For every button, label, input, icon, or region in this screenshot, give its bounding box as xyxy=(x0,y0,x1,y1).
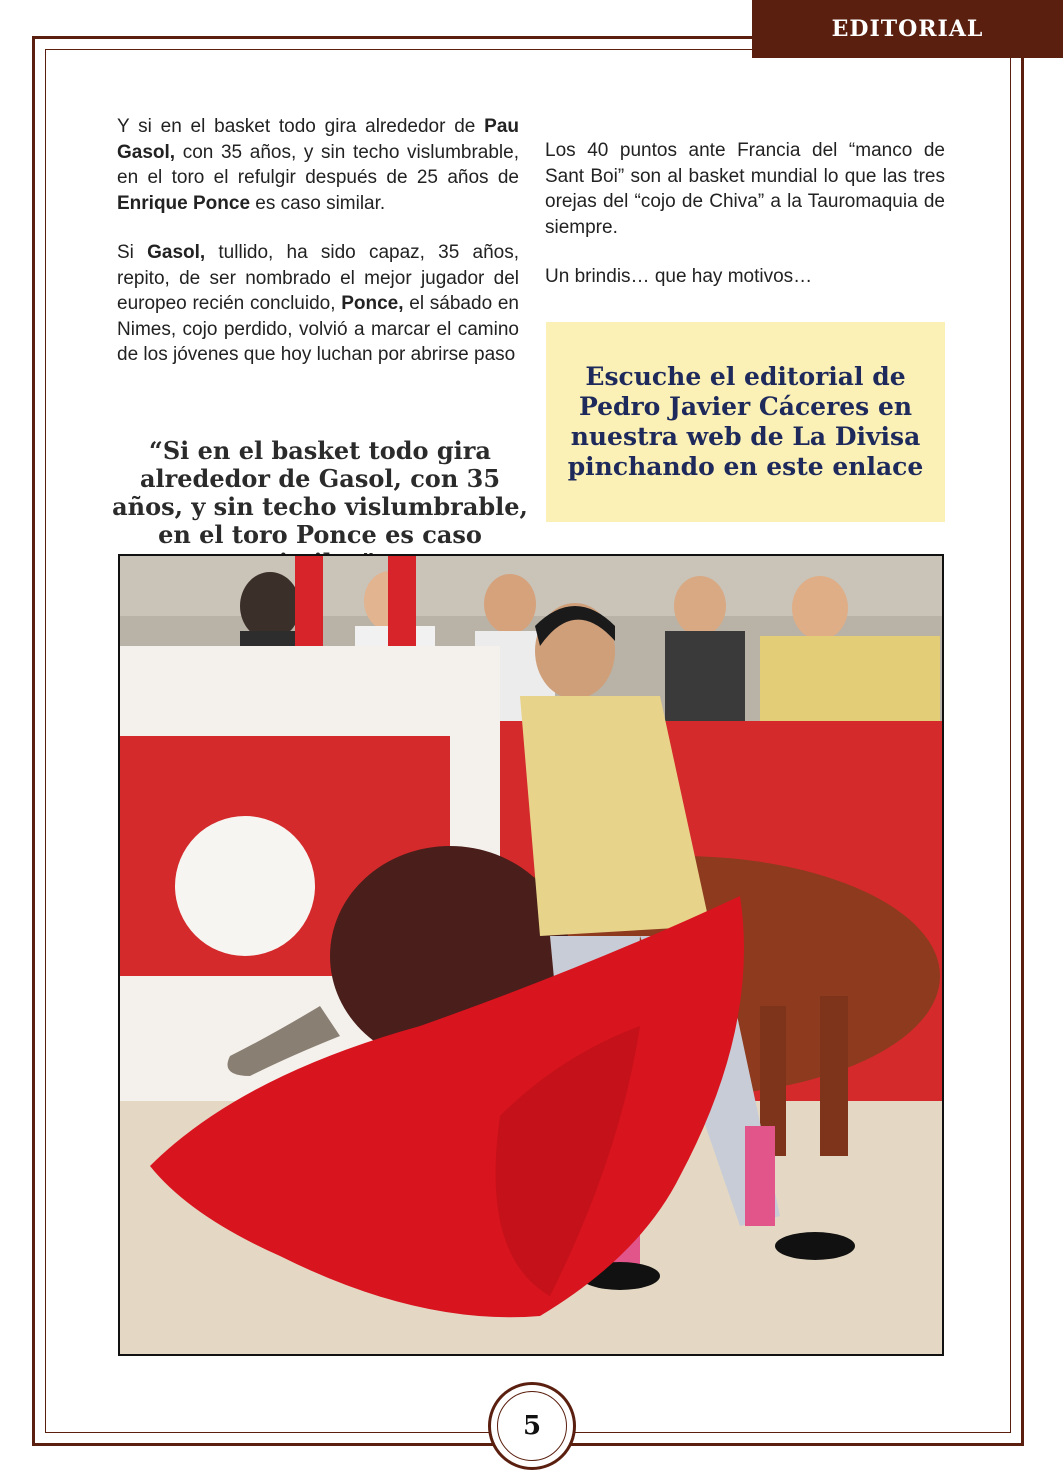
bullfight-photo xyxy=(118,554,944,1356)
text-run: Gasol, xyxy=(147,242,206,263)
article-left-column xyxy=(117,114,519,368)
text-run: Enrique Ponce xyxy=(117,192,251,214)
text-run: con 35 años, y sin techo vislumbrable, en el toro el refulgir después de 25 años de xyxy=(117,141,519,188)
bullfight-illustration xyxy=(120,556,942,1354)
page-number-badge xyxy=(488,1382,576,1470)
section-label: EDITORIAL xyxy=(752,0,1063,58)
text-run: el sábado en Nimes, cojo perdido, volvió a marcar el camino de los jóvenes que hoy luchan por abrirse paso xyxy=(117,293,519,365)
left-paragraph-1 xyxy=(117,114,519,216)
right-paragraph-1: Los 40 puntos ante Francia del “manco de Sant Boi” son al basket mundial lo que las tres orejas del “cojo de Chiva” a la Tauromaquia de siempre. xyxy=(545,140,945,238)
text-run: Ponce, xyxy=(341,293,404,314)
article-right-column xyxy=(545,138,945,290)
text-run: Pau Gasol, xyxy=(117,116,519,163)
page-number: 5 xyxy=(522,1411,542,1441)
editorial-link-callout[interactable]: Escuche el editorial de Pedro Javier Cáceres en nuestra web de La Divisa pinchando en este enlace xyxy=(546,322,945,522)
text-run: tullido, ha sido capaz, 35 años, repito, de ser nombrado el mejor jugador del europeo recién concluido, xyxy=(117,242,519,314)
pull-quote: “Si en el basket todo gira alrededor de Gasol, con 35 años, y sin techo vislumbrable, en el toro Ponce es caso xyxy=(112,436,528,549)
right-paragraph-2: Un brindis… que hay motivos… xyxy=(545,266,813,287)
text-run: Si xyxy=(117,242,148,263)
text-run: es caso similar. xyxy=(250,192,386,214)
left-paragraph-2 xyxy=(117,240,519,368)
text-run: Y si en el basket todo gira alrededor de xyxy=(117,116,485,137)
